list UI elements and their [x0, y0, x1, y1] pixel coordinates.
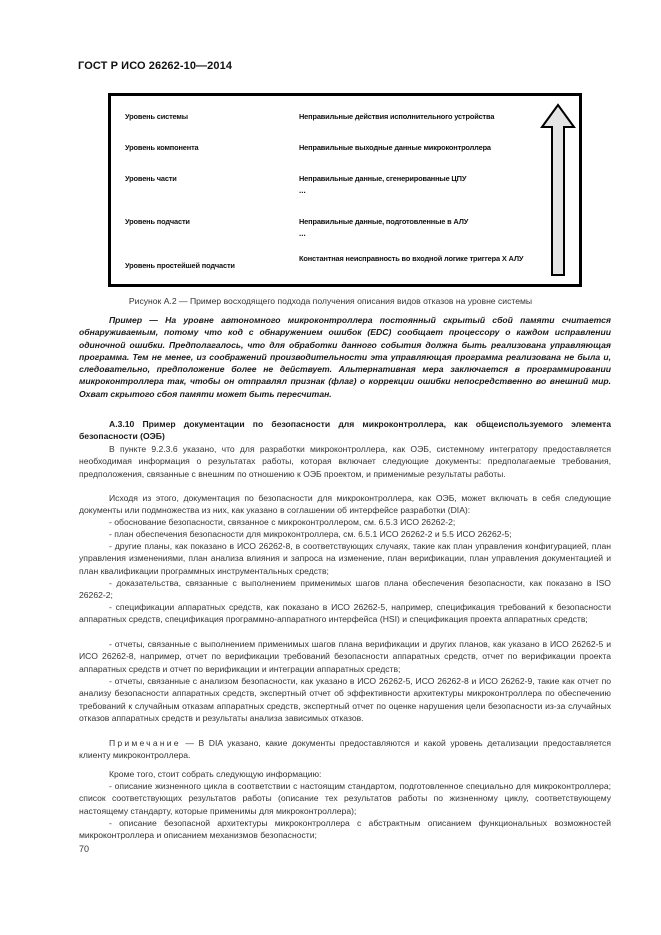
list-item: - другие планы, как показано в ИСО 26262-8, в соответствующих случаях, такие как план управления конфигурацией, план управления изменениями, план анализа влияния и запроса на изменение, план верификации, план управления документацией и план квалификации программных инструментальных средств;: [79, 541, 611, 576]
list-item: - обоснование безопасности, связанное с микроконтроллером, см. 6.5.3 ИСО 26262-2;: [109, 517, 456, 527]
figure-level-part: Уровень части: [125, 174, 177, 183]
note-text: — В DIA указано, какие документы предоставляются и какой уровень детализации предоставляется клиенту микроконтроллера.: [79, 738, 611, 761]
note-label: Примечание: [109, 738, 181, 748]
section-paragraph-2: Исходя из этого, документация по безопасности для микроконтроллера, как ОЭБ, может включать в себя следующие документы или подмножества из них, как указано в соглашении об интерфейсе разработки (DIA):: [79, 493, 611, 516]
figure-ellipsis: ...: [299, 229, 306, 238]
figure-desc-system: Неправильные действия исполнительного устройства: [299, 112, 495, 121]
figure-desc-part: Неправильные данные, сгенерированные ЦПУ: [299, 174, 467, 183]
figure-ellipsis: ...: [299, 186, 306, 195]
up-arrow-icon: [540, 103, 576, 279]
example-text: На уровне автономного микроконтроллера постоянный скрытый сбой памяти считается обнаруживаемым, потому что код с обнаружением ошибок (EDC) сообщает процессору о каждом исправлении одиночной ошибки. Предполагалось, что для обработки данного события должна быть реализована управляющая программа. Тем не менее, из соображений производительности эта управляющая программа реализована не была и, следовательно, предположение более не действует. Альтернативная мера заключается в программировании микроконтроллера так, чтобы он отправлял признак (флаг) о коррекции ошибки непосредственно во внешний мир. Охват скрытого сбоя памяти может быть пересчитан.: [79, 315, 611, 399]
note-paragraph: [79, 737, 611, 762]
list-item: - спецификации аппаратных средств, как показано в ИСО 26262-5, например, спецификация требований к безопасности аппаратных средств, спецификация программно-аппаратного интерфейса (HSI) и спецификация проекта аппаратных средств;: [79, 602, 611, 625]
figure-desc-component: Неправильные выходные данные микроконтроллера: [299, 143, 491, 152]
section-heading: А.3.10 Пример документации по безопасности для микроконтроллера, как общеиспользуемого элемента безопасности (ОЭБ): [79, 419, 611, 442]
figure-level-component: Уровень компонента: [125, 143, 199, 152]
list-item: - отчеты, связанные с анализом безопасности, как указано в ИСО 26262-5, ИСО 26262-8 и ИСО 26262-9, такие как отчет по анализу безопасности аппаратных средств, экспертный отчет об эффективности архитектуры микроконтроллера по обеспечению требований к случайным отказам аппаратных средств, экспертный отчет по оценке нарушения цели безопасности из-за случайных отказов аппаратных средств и результаты анализа зависимых отказов.: [79, 676, 611, 723]
list-item: - отчеты, связанные с выполнением применимых шагов плана верификации и других планов, как указано в ИСО 26262-5 и ИСО 26262-8, например, отчет по верификации требований безопасности аппаратных средств, отчет по верификации проекта аппаратных средств и отчет по верификации и интеграции аппаратных средств;: [79, 639, 611, 674]
list-item: - доказательства, связанные с выполнением применимых шагов плана обеспечения безопасности, как показано в ISO 26262-2;: [79, 578, 611, 601]
document-header: ГОСТ Р ИСО 26262-10—2014: [78, 60, 233, 72]
figure-level-subpart: Уровень подчасти: [125, 217, 190, 226]
list-item: - план обеспечения безопасности для микроконтроллера, см. 6.5.1 ИСО 26262-2 и 5.5 ИСО 26262-5;: [109, 529, 512, 539]
page-number: 70: [79, 844, 90, 854]
figure-desc-elementary-subpart: Константная неисправность во входной логике триггера X АЛУ: [299, 254, 524, 263]
figure-level-elementary-subpart: Уровень простейшей подчасти: [125, 261, 235, 270]
list-item: - описание жизненного цикла в соответствии с настоящим стандартом, подготовленное специально для микроконтроллера; список соответствующих результатов работы (описание тех результатов работы по жизненному циклу, соответствующему настоящему стандарту, которые применимы для микроконтроллера);: [79, 781, 611, 816]
section-paragraph-1: В пункте 9.2.3.6 указано, что для разработки микроконтроллера, как ОЭБ, системному интегратору предоставляется необходимая информация о результатах работы, которая включает следующие документы: предполагаемые требования, предположения, связанные с внешним по отношению к ОЭБ проектом, и применимые результаты работы.: [79, 444, 611, 479]
example-paragraph: [79, 314, 611, 400]
list-item: - описание безопасной архитектуры микроконтроллера с абстрактным описанием функциональных возможностей микроконтроллера и описанием механизмов безопасности;: [79, 818, 611, 841]
example-label: Пример —: [109, 315, 158, 325]
figure-desc-subpart: Неправильные данные, подготовленные в АЛУ: [299, 217, 469, 226]
failure-mode-figure: [108, 93, 582, 287]
figure-level-system: Уровень системы: [125, 112, 188, 121]
section-paragraph-3: Кроме того, стоит собрать следующую информацию:: [109, 769, 322, 779]
figure-caption: Рисунок А.2 — Пример восходящего подхода получения описания видов отказов на уровне системы: [128, 296, 533, 306]
